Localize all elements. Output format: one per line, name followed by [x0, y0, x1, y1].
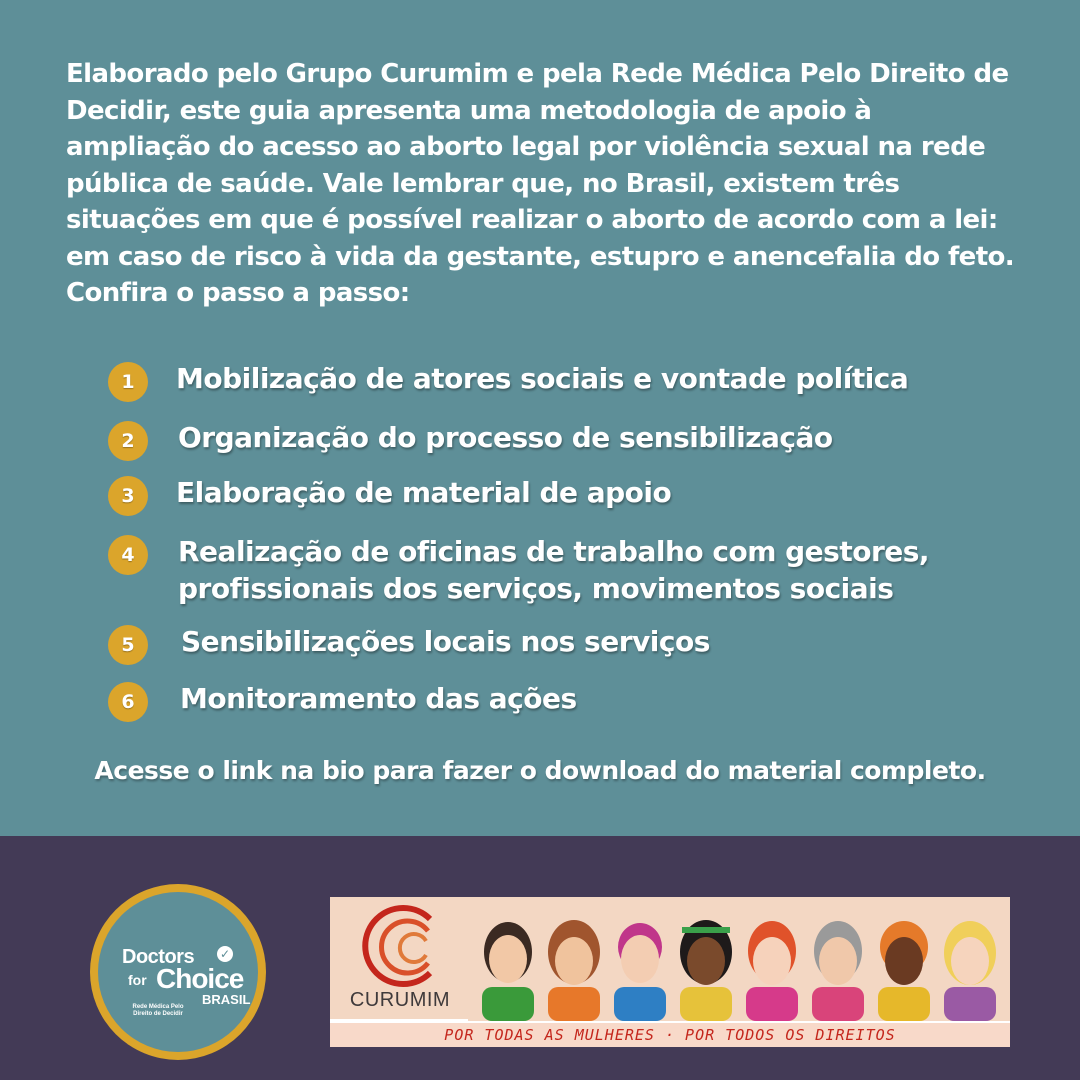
step-number-badge: 2	[108, 421, 148, 461]
intro-line: pública de saúde. Vale lembrar que, no Brasil, existem três	[66, 168, 900, 199]
intro-line: Elaborado pelo Grupo Curumim e pela Rede Médica Pelo Direito de	[66, 59, 1009, 89]
curumim-tagline: POR TODAS AS MULHERES · POR TODOS OS DIREITOS	[330, 1023, 1010, 1047]
logo-subtitle: Rede Médica Pelo Direito de Decidir	[132, 1004, 184, 1017]
step-number-badge: 3	[108, 476, 148, 516]
curumim-spiral-icon	[330, 897, 468, 989]
logo-inner-circle	[98, 892, 258, 1052]
step-number-badge: 6	[108, 682, 148, 722]
logo-text-doctors: Doctors	[122, 946, 195, 968]
curumim-banner	[330, 897, 1010, 1047]
intro-paragraph	[66, 56, 1046, 312]
doctors-for-choice-logo	[90, 884, 266, 1060]
step-text: profissionais dos serviços, movimentos sociais	[178, 572, 894, 605]
intro-line: situações em que é possível realizar o aborto de acordo com a lei:	[66, 205, 998, 235]
step-text: Sensibilizações locais nos serviços	[181, 625, 710, 658]
step-text: Organização do processo de sensibilização	[178, 421, 833, 454]
step-text: Elaboração de material de apoio	[176, 476, 672, 509]
intro-line: ampliação do acesso ao aborto legal por violência sexual na rede	[66, 132, 986, 162]
curumim-logo-block	[330, 897, 468, 1019]
step-text: Monitoramento das ações	[180, 682, 577, 715]
intro-line: Decidir, este guia apresenta uma metodologia de apoio à	[66, 95, 872, 126]
download-note: Acesse o link na bio para fazer o download do material completo.	[94, 756, 986, 785]
logo-text-for: for	[128, 972, 147, 988]
intro-line: em caso de risco à vida da gestante, estupro e anencefalia do feto.	[66, 241, 1015, 272]
women-illustration	[468, 897, 1010, 1021]
step-number-badge: 5	[108, 625, 148, 665]
logo-text-brasil: BRASIL	[202, 992, 251, 1007]
curumim-name: CURUMIM	[349, 989, 451, 1011]
logo-text-choice: Choice	[156, 963, 244, 994]
step-number-badge: 1	[108, 362, 148, 402]
check-icon: ✓	[217, 946, 233, 962]
step-number-badge: 4	[108, 535, 148, 575]
step-text: Mobilização de atores sociais e vontade política	[176, 362, 909, 395]
intro-line: Confira o passo a passo:	[66, 278, 410, 308]
step-text: Realização de oficinas de trabalho com gestores,	[178, 535, 930, 568]
women-faces-image	[468, 897, 1010, 1021]
